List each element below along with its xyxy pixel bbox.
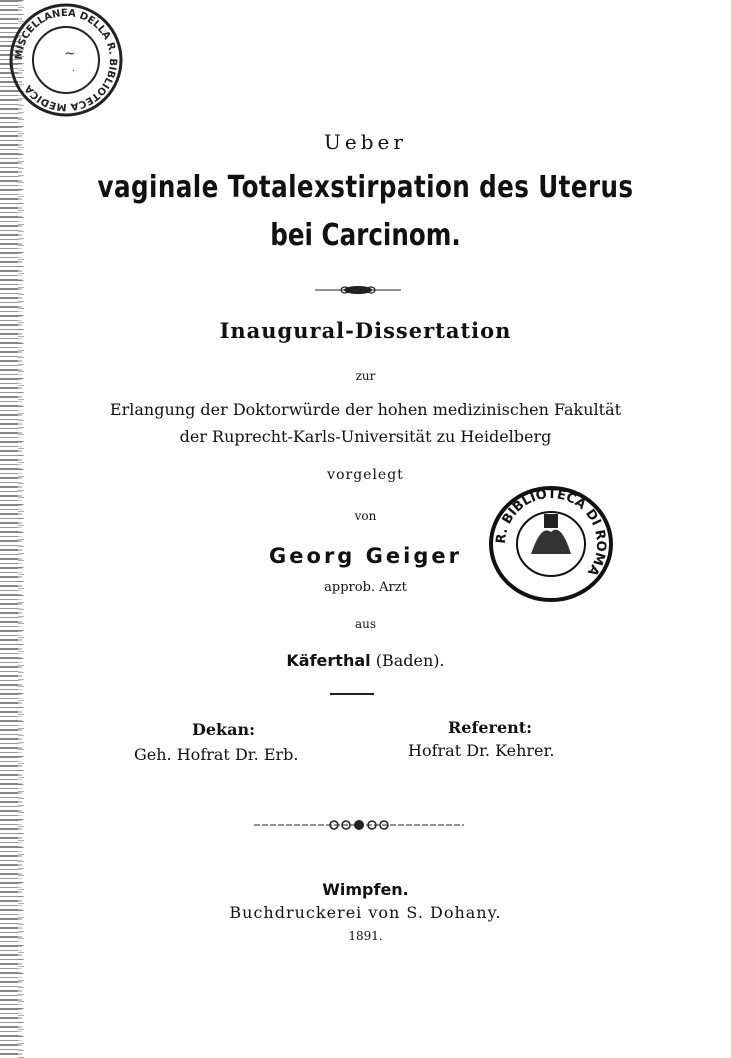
dissertation-heading: Inaugural-Dissertation: [219, 318, 512, 343]
author-region: (Baden).: [375, 651, 445, 670]
book-spine-edge-inner: [18, 0, 24, 1058]
author-place: Käferthal: [286, 651, 371, 670]
author-title: approb. Arzt: [324, 580, 407, 595]
svg-text:~: ~: [64, 46, 76, 62]
purpose-line-1: Erlangung der Doktorwürde der hohen medizinischen Fakultät: [109, 400, 622, 419]
title-line-2: bei Carcinom.: [270, 218, 461, 253]
library-stamp-top-left: [6, 0, 126, 120]
text-von: von: [354, 509, 377, 523]
author-name: Georg Geiger: [269, 544, 462, 568]
title-line-1: vaginale Totalexstirpation des Uterus: [97, 170, 634, 205]
ornament-divider-top: [315, 283, 401, 297]
text-aus: aus: [354, 617, 377, 631]
svg-text:·: ·: [72, 66, 76, 77]
library-stamp-middle-right: [486, 484, 616, 604]
text-zur: zur: [355, 369, 376, 383]
imprint-city: Wimpfen.: [322, 880, 409, 899]
stamp-top-left-text: MISCELLANEA DELLA R. BIBLIOTECA MEDICA: [13, 7, 119, 113]
ornament-divider-bottom: [254, 817, 464, 833]
dean-label: Dekan:: [192, 720, 256, 739]
purpose-line-2: der Ruprecht-Karls-Universität zu Heidelberg: [179, 427, 552, 446]
text-vorgelegt: vorgelegt: [327, 467, 404, 483]
stamp-middle-right-text: R. BIBLIOTECA DI ROMA: [493, 486, 609, 579]
title-preface: Ueber: [324, 130, 407, 154]
short-rule: [330, 693, 374, 695]
imprint-year: 1891.: [348, 929, 383, 943]
imprint-printer: Buchdruckerei von S. Dohany.: [229, 903, 502, 922]
referee-name: Hofrat Dr. Kehrer.: [408, 741, 555, 760]
dean-name: Geh. Hofrat Dr. Erb.: [134, 745, 299, 764]
author-origin: [0, 651, 731, 670]
referee-label: Referent:: [448, 718, 533, 737]
